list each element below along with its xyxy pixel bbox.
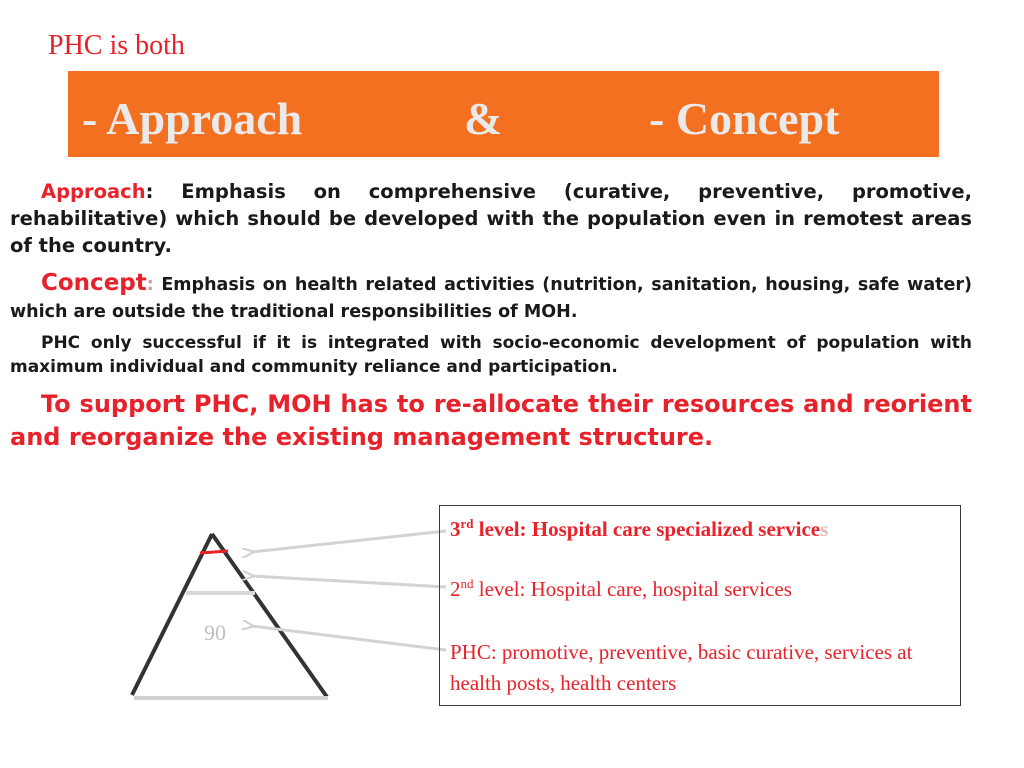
concept-label: Concept — [41, 270, 147, 296]
phc-level-item: PHC: promotive, preventive, basic curative, services at health posts, health centers — [450, 640, 913, 695]
arrow-level2 — [252, 576, 446, 587]
pyramid-left-edge — [132, 534, 212, 695]
concept-colon: : — [146, 275, 154, 295]
approach-label: Approach — [41, 180, 146, 203]
banner-concept: - Concept — [649, 93, 840, 144]
pyramid-right-edge — [212, 534, 327, 697]
arrow-phc — [252, 626, 446, 650]
arrow-level3 — [252, 531, 446, 552]
approach-text: Emphasis on comprehensive (curative, preventive, promotive, rehabilitative) which should be developed with the population even in remotest areas of the country. — [10, 180, 972, 257]
banner-approach: - Approach — [82, 93, 303, 144]
level3-item: 3rd level: Hospital care specialized services — [450, 516, 829, 541]
level2-item: 2nd level: Hospital care, hospital services — [450, 576, 792, 601]
phc-text: PHC only successful if it is integrated with socio-economic development of population with maximum individual and community reliance and participation. — [10, 333, 972, 377]
concept-text: Emphasis on health related activities (nutrition, sanitation, housing, safe water) which are outside the traditional responsibilities of MOH. — [10, 275, 972, 322]
approach-colon: : — [145, 180, 154, 203]
pyramid-top-tier-line — [200, 551, 228, 553]
levels-box — [439, 505, 961, 706]
support-text: To support PHC, MOH has to re-allocate their resources and reorient and reorganize the existing management structure. — [10, 390, 972, 451]
pyramid-label: 90 — [204, 620, 226, 645]
banner-ampersand: & — [464, 93, 503, 144]
slide-subtitle: PHC is both — [48, 30, 185, 61]
